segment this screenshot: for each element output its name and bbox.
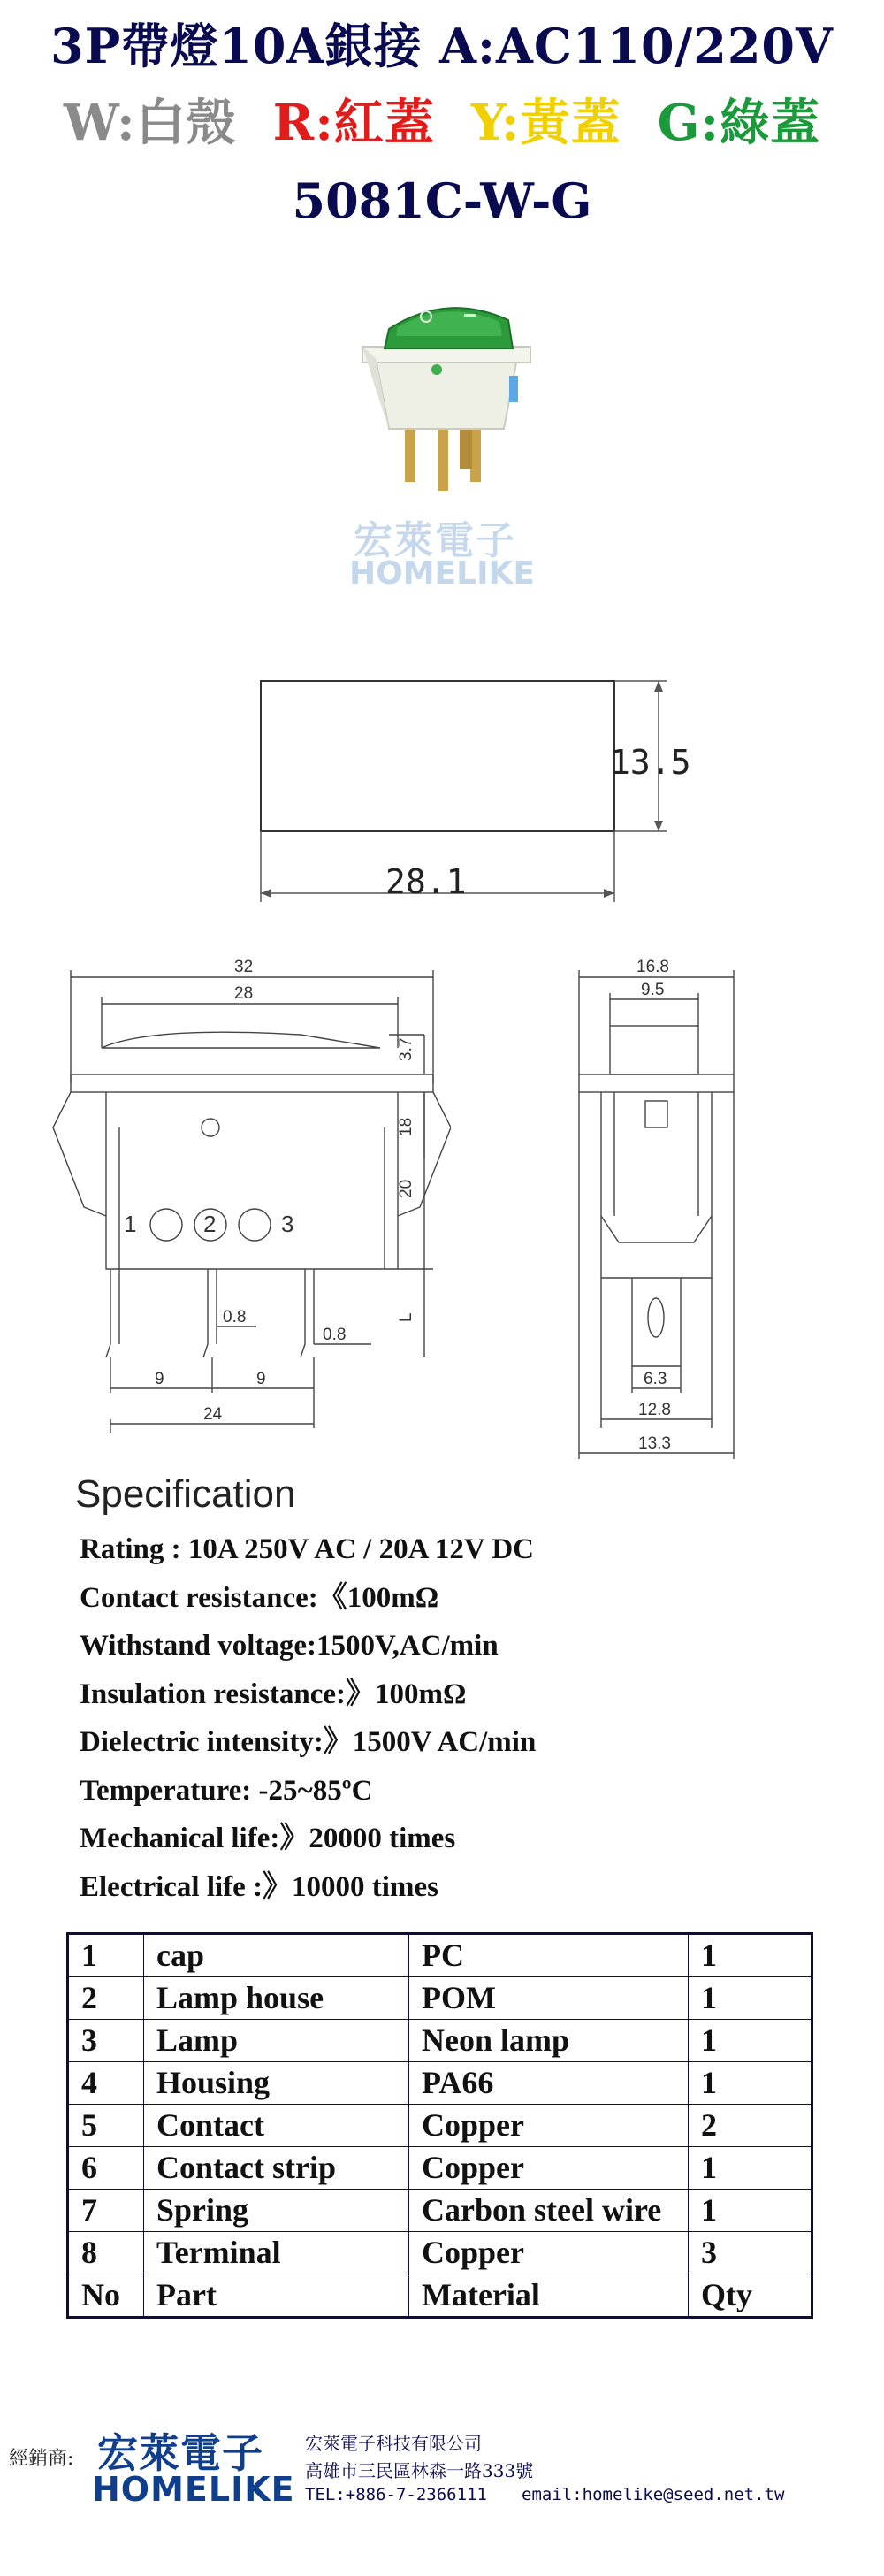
table-row <box>68 2190 812 2232</box>
color-name-yellow: 黃蓋 <box>520 94 621 152</box>
table-header-row <box>68 2274 812 2318</box>
cell-material: Copper <box>409 2232 689 2274</box>
parts-table <box>66 1932 813 2319</box>
cell-material: POM <box>409 1977 689 2020</box>
header-qty: Qty <box>689 2274 812 2318</box>
model-number: 5081C-W-G <box>292 172 592 229</box>
spec-electrical-life: Electrical life :》10000 times <box>80 1870 438 1903</box>
cutout-height-label: 13.5 <box>610 743 691 782</box>
cell-material: Carbon steel wire <box>409 2190 689 2232</box>
dim-0-8-b: 0.8 <box>323 1326 347 1344</box>
cell-part: Contact strip <box>144 2147 409 2190</box>
company-tel: TEL:+886-7-2366111 <box>305 2485 487 2504</box>
spec-rating: Rating : 10A 250V AC / 20A 12V DC <box>80 1533 534 1565</box>
spec-temperature: Temperature: -25~85ºC <box>80 1774 373 1807</box>
dim-9-b: 9 <box>256 1370 266 1388</box>
terminal-1-label: 1 <box>124 1211 137 1237</box>
spec-list <box>80 1525 536 1911</box>
front-technical-drawing <box>35 951 451 1446</box>
cell-qty: 1 <box>689 2062 812 2105</box>
watermark-cn: 宏萊電子 <box>354 518 516 563</box>
product-photo <box>327 274 566 531</box>
cell-part: Terminal <box>144 2232 409 2274</box>
spec-contact-resistance: Contact resistance:《100mΩ <box>80 1581 439 1614</box>
table-row <box>68 1934 812 1977</box>
company-address: 高雄市三民區林森一路333號 <box>305 2460 534 2481</box>
cell-no: 3 <box>68 2020 144 2062</box>
dim-20: 20 <box>397 1179 415 1198</box>
cell-material: Copper <box>409 2105 689 2147</box>
cell-material: PC <box>409 1934 689 1977</box>
table-row <box>68 2020 812 2062</box>
spec-insulation-resistance: Insulation resistance:》100mΩ <box>80 1678 467 1710</box>
company-name: 宏萊電子科技有限公司 <box>305 2433 482 2454</box>
dim-16-8: 16.8 <box>636 958 669 976</box>
dim-12-8: 12.8 <box>638 1401 671 1419</box>
distributor-label: 經銷商: <box>9 2448 74 2470</box>
terminal-2-label: 2 <box>203 1211 217 1237</box>
dim-18: 18 <box>397 1117 415 1136</box>
cell-no: 6 <box>68 2147 144 2190</box>
terminal-3-label: 3 <box>281 1211 294 1237</box>
dim-3-7: 3.7 <box>397 1037 415 1061</box>
cell-material: Neon lamp <box>409 2020 689 2062</box>
color-code-white: W: <box>63 94 136 152</box>
cell-part: Housing <box>144 2062 409 2105</box>
cell-material: Copper <box>409 2147 689 2190</box>
dim-28: 28 <box>234 984 254 1003</box>
dim-9-5: 9.5 <box>641 981 665 999</box>
dim-6-3: 6.3 <box>644 1370 667 1388</box>
cell-part: Lamp <box>144 2020 409 2062</box>
company-logo-en: HOMELIKE <box>92 2470 295 2509</box>
table-row <box>68 2232 812 2274</box>
header-no: No <box>68 2274 144 2318</box>
table-row <box>68 2062 812 2105</box>
color-name-green: 綠蓋 <box>720 94 821 152</box>
spec-mechanical-life: Mechanical life:》20000 times <box>80 1823 456 1854</box>
dim-24: 24 <box>203 1405 223 1424</box>
cell-no: 2 <box>68 1977 144 2020</box>
cell-no: 5 <box>68 2105 144 2147</box>
cell-part: Contact <box>144 2105 409 2147</box>
title-line: 3P帶燈10A銀接 A:AC110/220V <box>50 18 834 74</box>
color-name-white: 白殼 <box>135 94 237 152</box>
watermark-en: HOMELIKE <box>349 555 535 592</box>
cell-part: Spring <box>144 2190 409 2232</box>
color-name-red: 紅蓋 <box>333 94 435 152</box>
spec-withstand-voltage: Withstand voltage:1500V,AC/min <box>80 1630 499 1662</box>
cell-part: cap <box>144 1934 409 1977</box>
cell-qty: 1 <box>689 2147 812 2190</box>
header-material: Material <box>409 2274 689 2318</box>
dim-32: 32 <box>234 958 254 976</box>
cell-qty: 1 <box>689 2020 812 2062</box>
color-options-line <box>0 84 884 155</box>
cell-no: 7 <box>68 2190 144 2232</box>
company-logo-cn: 宏萊電子 <box>97 2429 263 2477</box>
spec-title: Specification <box>75 1472 296 1516</box>
table-row <box>68 2105 812 2147</box>
cell-no: 8 <box>68 2232 144 2274</box>
cell-material: PA66 <box>409 2062 689 2105</box>
header-part: Part <box>144 2274 409 2318</box>
dim-L: L <box>397 1312 415 1322</box>
cell-qty: 3 <box>689 2232 812 2274</box>
company-email: email:homelike@seed.net.tw <box>522 2485 785 2504</box>
table-row <box>68 2147 812 2190</box>
table-row <box>68 1977 812 2020</box>
cell-no: 4 <box>68 2062 144 2105</box>
color-code-red: R: <box>272 94 334 152</box>
dim-0-8-a: 0.8 <box>223 1308 247 1326</box>
cutout-width-label: 28.1 <box>385 862 467 901</box>
cell-qty: 2 <box>689 2105 812 2147</box>
side-technical-drawing <box>566 951 751 1464</box>
color-code-green: G: <box>657 94 720 152</box>
panel-cutout-drawing <box>239 654 698 920</box>
cell-qty: 1 <box>689 1934 812 1977</box>
spec-dielectric-intensity: Dielectric intensity:》1500V AC/min <box>80 1726 537 1758</box>
color-code-yellow: Y: <box>470 94 521 152</box>
cell-qty: 1 <box>689 2190 812 2232</box>
dim-13-3: 13.3 <box>638 1434 671 1453</box>
dim-9-a: 9 <box>155 1370 164 1388</box>
cell-qty: 1 <box>689 1977 812 2020</box>
cell-no: 1 <box>68 1934 144 1977</box>
cell-part: Lamp house <box>144 1977 409 2020</box>
